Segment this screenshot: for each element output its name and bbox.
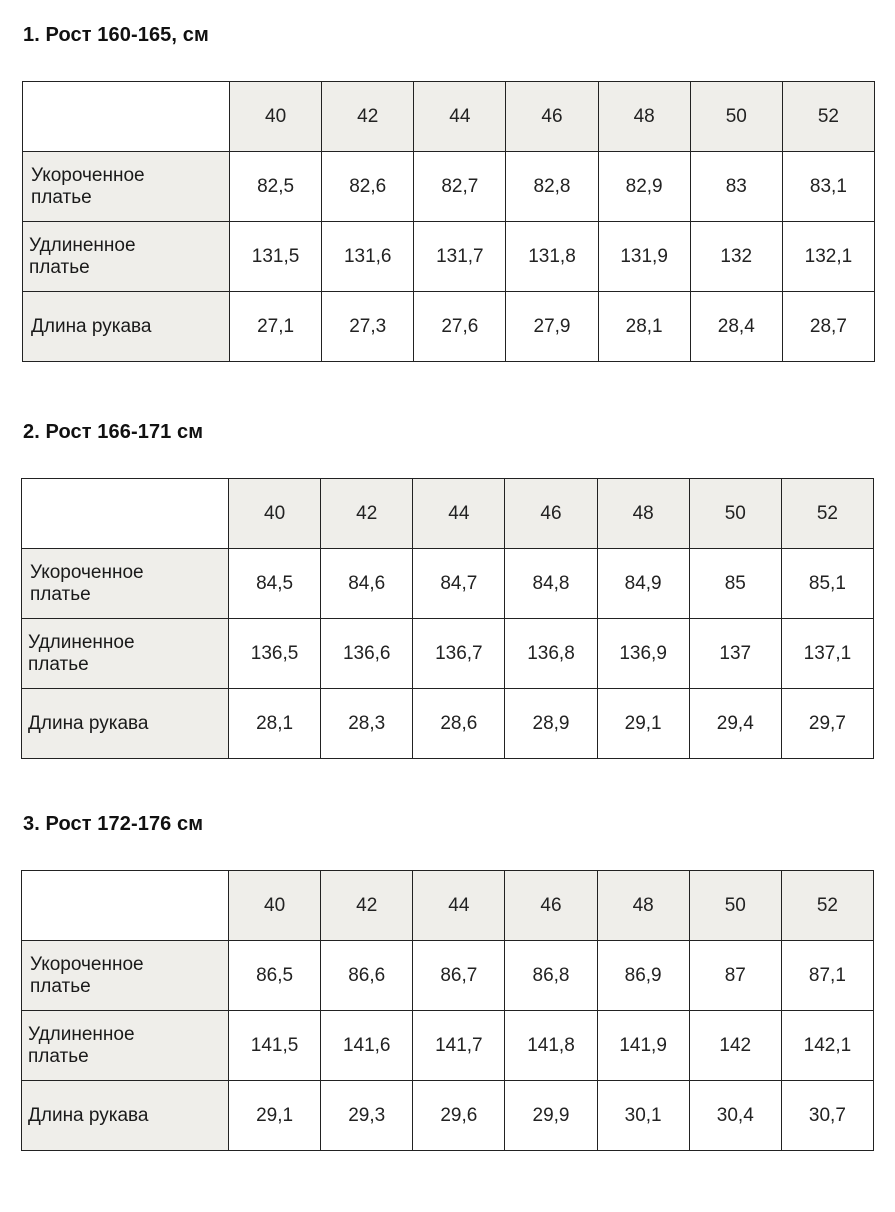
table-row-long-dress xyxy=(22,1011,874,1081)
section-title-1: 1. Рост 160-165, см xyxy=(23,24,209,46)
table-header-row xyxy=(22,479,874,549)
value-cell: 131,7 xyxy=(414,222,506,292)
size-table-2 xyxy=(21,478,874,759)
value-cell: 82,9 xyxy=(598,152,690,222)
value-cell: 142 xyxy=(689,1011,781,1081)
value-cell: 30,1 xyxy=(597,1081,689,1151)
value-cell: 29,6 xyxy=(413,1081,505,1151)
value-cell: 29,4 xyxy=(689,689,781,759)
value-cell: 29,1 xyxy=(597,689,689,759)
value-cell: 87 xyxy=(689,941,781,1011)
row-label-line: платье xyxy=(30,975,91,997)
table-row-short-dress xyxy=(22,941,874,1011)
row-label-sleeve-length xyxy=(23,292,230,362)
row-label-line: Укороченное xyxy=(30,561,144,583)
row-label-short-dress xyxy=(22,549,229,619)
row-label-line: Укороченное xyxy=(30,953,144,975)
table-row-long-dress xyxy=(23,222,875,292)
value-cell: 141,8 xyxy=(505,1011,597,1081)
row-label-line: платье xyxy=(31,186,92,208)
value-cell: 83 xyxy=(690,152,782,222)
size-header-46: 46 xyxy=(506,82,598,152)
size-header-48: 48 xyxy=(598,82,690,152)
size-header-44: 44 xyxy=(414,82,506,152)
row-label-long-dress xyxy=(22,619,229,689)
size-header-40: 40 xyxy=(230,82,322,152)
table-row-sleeve-length xyxy=(22,689,874,759)
value-cell: 86,9 xyxy=(597,941,689,1011)
value-cell: 131,6 xyxy=(322,222,414,292)
row-label-short-dress xyxy=(22,941,229,1011)
value-cell: 27,1 xyxy=(230,292,322,362)
size-header-42: 42 xyxy=(321,871,413,941)
size-table-3 xyxy=(21,870,874,1151)
value-cell: 136,5 xyxy=(229,619,321,689)
value-cell: 84,7 xyxy=(413,549,505,619)
value-cell: 28,1 xyxy=(229,689,321,759)
value-cell: 29,7 xyxy=(781,689,873,759)
value-cell: 27,9 xyxy=(506,292,598,362)
value-cell: 28,6 xyxy=(413,689,505,759)
row-label-line: Удлиненное xyxy=(29,234,136,256)
value-cell: 84,9 xyxy=(597,549,689,619)
size-header-44: 44 xyxy=(413,479,505,549)
row-label-line: платье xyxy=(28,653,89,675)
value-cell: 86,8 xyxy=(505,941,597,1011)
value-cell: 86,5 xyxy=(229,941,321,1011)
corner-cell xyxy=(23,82,230,152)
value-cell: 82,7 xyxy=(414,152,506,222)
row-label-line: Длина рукава xyxy=(28,1104,149,1126)
size-header-50: 50 xyxy=(689,479,781,549)
size-table-1 xyxy=(22,81,875,362)
row-label-line: Длина рукава xyxy=(28,712,149,734)
value-cell: 131,8 xyxy=(506,222,598,292)
table-header-row xyxy=(22,871,874,941)
value-cell: 30,4 xyxy=(689,1081,781,1151)
row-label-long-dress xyxy=(22,1011,229,1081)
row-label-short-dress xyxy=(23,152,230,222)
value-cell: 82,8 xyxy=(506,152,598,222)
value-cell: 29,9 xyxy=(505,1081,597,1151)
size-header-52: 52 xyxy=(781,479,873,549)
row-label-line: Укороченное xyxy=(31,164,145,186)
value-cell: 28,9 xyxy=(505,689,597,759)
table-row-sleeve-length xyxy=(23,292,875,362)
size-header-44: 44 xyxy=(413,871,505,941)
row-label-sleeve-length xyxy=(22,1081,229,1151)
value-cell: 30,7 xyxy=(781,1081,873,1151)
value-cell: 141,7 xyxy=(413,1011,505,1081)
value-cell: 136,6 xyxy=(321,619,413,689)
table-header-row xyxy=(23,82,875,152)
size-header-50: 50 xyxy=(689,871,781,941)
value-cell: 141,6 xyxy=(321,1011,413,1081)
value-cell: 86,7 xyxy=(413,941,505,1011)
section-title-3: 3. Рост 172-176 см xyxy=(23,813,204,835)
value-cell: 132 xyxy=(690,222,782,292)
table-row-long-dress xyxy=(22,619,874,689)
row-label-line: платье xyxy=(28,1045,89,1067)
size-header-40: 40 xyxy=(229,871,321,941)
value-cell: 29,1 xyxy=(229,1081,321,1151)
value-cell: 132,1 xyxy=(782,222,874,292)
size-header-50: 50 xyxy=(690,82,782,152)
table-row-short-dress xyxy=(23,152,875,222)
row-label-long-dress xyxy=(23,222,230,292)
value-cell: 27,6 xyxy=(414,292,506,362)
value-cell: 83,1 xyxy=(782,152,874,222)
size-header-52: 52 xyxy=(782,82,874,152)
value-cell: 84,5 xyxy=(229,549,321,619)
row-label-sleeve-length xyxy=(22,689,229,759)
row-label-line: Длина рукава xyxy=(31,315,152,337)
value-cell: 84,8 xyxy=(505,549,597,619)
value-cell: 29,3 xyxy=(321,1081,413,1151)
value-cell: 137,1 xyxy=(781,619,873,689)
value-cell: 28,1 xyxy=(598,292,690,362)
section-title-2: 2. Рост 166-171 см xyxy=(23,421,204,443)
row-label-line: платье xyxy=(29,256,90,278)
value-cell: 86,6 xyxy=(321,941,413,1011)
value-cell: 131,5 xyxy=(230,222,322,292)
corner-cell xyxy=(22,479,229,549)
value-cell: 28,4 xyxy=(690,292,782,362)
row-label-line: Удлиненное xyxy=(28,631,135,653)
corner-cell xyxy=(22,871,229,941)
value-cell: 142,1 xyxy=(781,1011,873,1081)
value-cell: 85,1 xyxy=(781,549,873,619)
value-cell: 28,3 xyxy=(321,689,413,759)
table-row-sleeve-length xyxy=(22,1081,874,1151)
value-cell: 28,7 xyxy=(782,292,874,362)
value-cell: 136,8 xyxy=(505,619,597,689)
value-cell: 82,5 xyxy=(230,152,322,222)
value-cell: 141,9 xyxy=(597,1011,689,1081)
row-label-line: платье xyxy=(30,583,91,605)
size-header-48: 48 xyxy=(597,871,689,941)
value-cell: 131,9 xyxy=(598,222,690,292)
value-cell: 84,6 xyxy=(321,549,413,619)
value-cell: 87,1 xyxy=(781,941,873,1011)
size-header-42: 42 xyxy=(322,82,414,152)
size-header-52: 52 xyxy=(781,871,873,941)
table-row-short-dress xyxy=(22,549,874,619)
size-header-48: 48 xyxy=(597,479,689,549)
value-cell: 82,6 xyxy=(322,152,414,222)
value-cell: 141,5 xyxy=(229,1011,321,1081)
value-cell: 27,3 xyxy=(322,292,414,362)
value-cell: 137 xyxy=(689,619,781,689)
size-header-42: 42 xyxy=(321,479,413,549)
value-cell: 136,9 xyxy=(597,619,689,689)
size-header-40: 40 xyxy=(229,479,321,549)
row-label-line: Удлиненное xyxy=(28,1023,135,1045)
size-header-46: 46 xyxy=(505,871,597,941)
value-cell: 85 xyxy=(689,549,781,619)
size-header-46: 46 xyxy=(505,479,597,549)
value-cell: 136,7 xyxy=(413,619,505,689)
